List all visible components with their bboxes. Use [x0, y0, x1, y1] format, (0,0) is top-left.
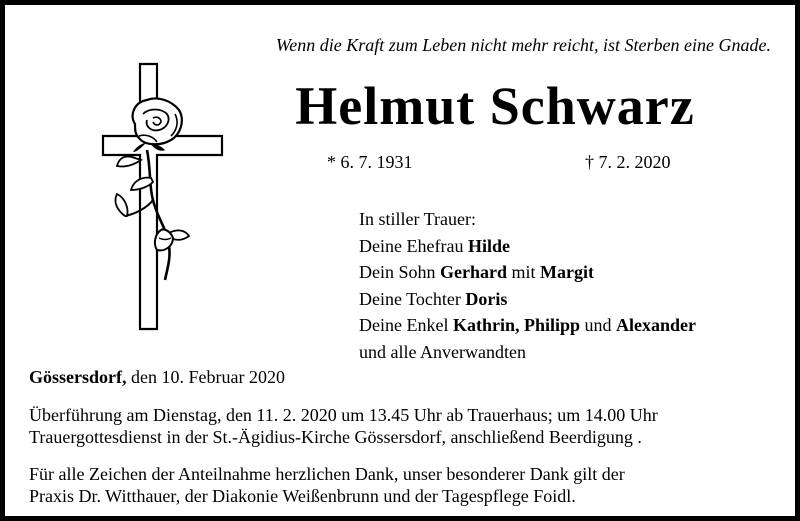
funeral-arrangements-line-1: Überführung am Dienstag, den 11. 2. 2020 um 13.45 Uhr ab Trauerhaus; um 14.00 Uhr: [29, 405, 658, 425]
thanks-line-2: Praxis Dr. Witthauer, der Diakonie Weißenbrunn und der Tagespflege Foidl.: [29, 486, 576, 506]
motto: Wenn die Kraft zum Leben nicht mehr reicht, ist Sterben eine Gnade.: [275, 35, 771, 55]
grandchildren-names: Kathrin, Philipp: [452, 315, 581, 335]
grandchildren-last-name: Alexander: [616, 315, 697, 335]
grandchildren-prefix: Deine Enkel: [359, 315, 449, 335]
mourner-grandchildren: [359, 312, 696, 339]
grandchildren-joiner: und: [584, 315, 612, 335]
mourner-son: [359, 259, 696, 286]
son-prefix: Dein Sohn: [359, 262, 436, 282]
wife-name: Hilde: [467, 235, 510, 256]
death-date: † 7. 2. 2020: [585, 152, 671, 172]
thanks-note: [29, 463, 789, 507]
son-joiner: mit: [511, 262, 536, 282]
mourner-daughter: [359, 286, 696, 313]
mourners-intro: In stiller Trauer:: [359, 209, 476, 229]
mourner-wife: [359, 233, 696, 260]
place: Gössersdorf,: [29, 367, 127, 387]
deceased-name: Helmut Schwarz: [295, 76, 695, 136]
funeral-arrangements-line-2: Trauergottesdienst in der St.-Ägidius-Kirche Gössersdorf, anschließend Beerdigung .: [29, 427, 642, 447]
daughter-name: Doris: [465, 288, 508, 309]
cross-with-rose-icon: [95, 58, 235, 338]
son-partner-name: Margit: [540, 262, 594, 282]
birth-date: * 6. 7. 1931: [327, 152, 413, 172]
funeral-arrangements: [29, 404, 789, 448]
place-and-date: [29, 366, 285, 388]
son-name: Gerhard: [440, 262, 507, 282]
daughter-prefix: Deine Tochter: [359, 288, 461, 309]
date: den 10. Februar 2020: [131, 367, 285, 387]
wife-prefix: Deine Ehefrau: [359, 235, 464, 256]
mourners-list: [359, 206, 696, 365]
thanks-line-1: Für alle Zeichen der Anteilnahme herzlichen Dank, unser besonderer Dank gilt der: [29, 464, 625, 484]
mourners-others: und alle Anverwandten: [359, 341, 526, 362]
